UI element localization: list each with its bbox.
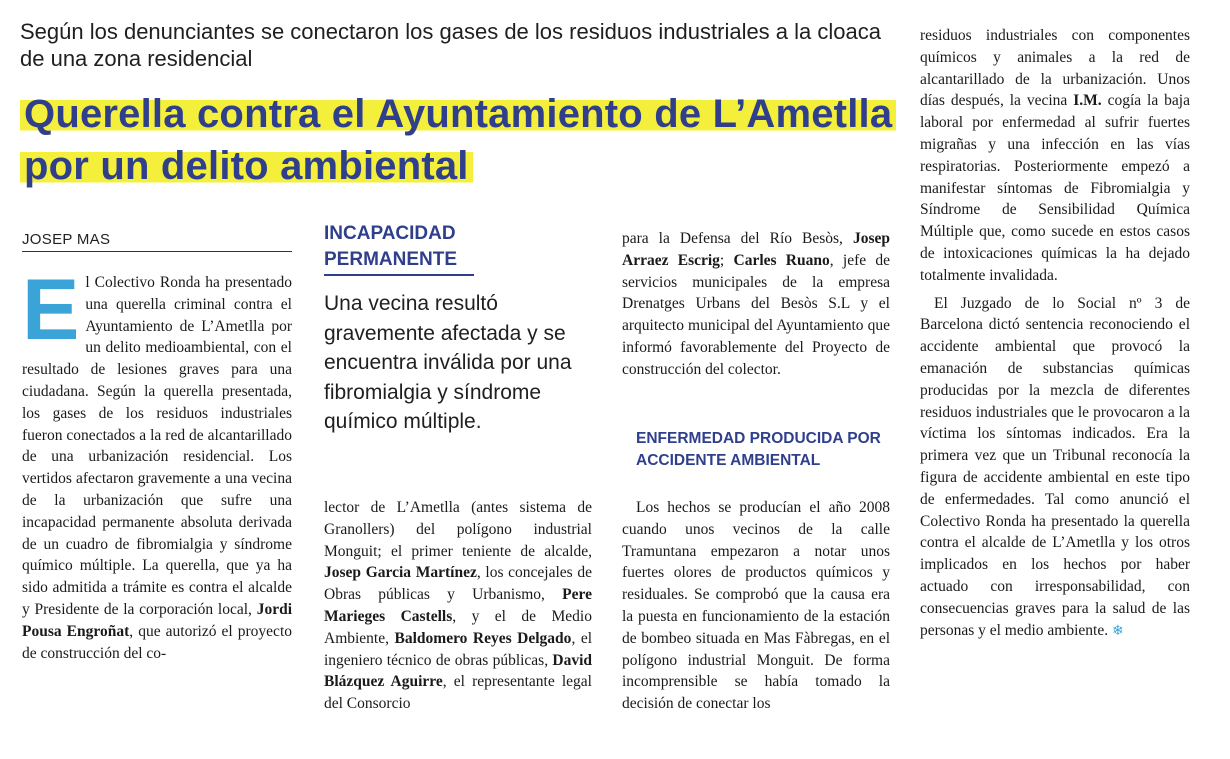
text-run: residuos industriales con componentes químicos y animales a la red de alcantarillado de la urbanización. Unos días después, la vecina — [920, 27, 1190, 110]
sub-heading: ENFERMEDAD PRODUCIDA POR ACCIDENTE AMBIENTAL — [636, 430, 881, 469]
person-name: Carles Ruano — [733, 251, 830, 269]
article-kicker: Según los denunciantes se conectaron los gases de los residuos industriales a la cloaca de una zona residencial — [20, 19, 881, 71]
text-run: , que autorizó el proyecto de construcción del co- — [22, 622, 292, 662]
text-run: , los concejales de Obras públicas y Urbanismo, — [324, 564, 593, 604]
side-heading — [324, 221, 474, 276]
article-headline — [20, 88, 900, 192]
column-3-paragraph-2: Los hechos se producían el año 2008 cuando unos vecinos de la calle Tramuntana empezaron a notar unos fuertes olores de productos químicos y residuales. Se comprobó que la causa era la puesta en funcionamiento de la estación de bombeo situada en Mas Fàbregas, en el polígono industrial Monguit. De forma incomprensible se había tomado la decisión de conectar los — [622, 499, 890, 713]
headline-text: Querella contra el Ayuntamiento de L’Ametlla por un delito ambiental — [20, 92, 896, 188]
column-3-lower — [622, 497, 890, 715]
pull-quote: Una vecina resultó gravemente afectada y se encuentra inválida por una fibromialgia y síndrome químico múltiple. — [324, 292, 572, 433]
column-1 — [22, 262, 292, 664]
byline: JOSEP MAS — [22, 231, 292, 252]
text-run: , jefe de servicios municipales de la empresa Drenatges Urbans del Besòs S.L y el arquitecto municipal del Ayuntamiento que informó favorablemente del Proyecto de construcción del colector. — [622, 251, 891, 378]
person-name: Josep Garcia Martínez — [324, 564, 477, 582]
person-name: Jordi Pousa Engroñat — [22, 600, 292, 640]
text-run: ; — [719, 251, 734, 269]
text-run: lector de L’Ametlla (antes sistema de Granollers) del polígono industrial Monguit; el primer teniente de alcalde, — [324, 499, 592, 560]
column-4-paragraph-1 — [920, 25, 1190, 287]
column-4 — [920, 25, 1190, 642]
person-name: David Blázquez Aguirre — [324, 651, 592, 691]
text-run: l Colectivo Ronda ha presentado una querella criminal contra el Ayuntamiento de L’Ametlla por un delito medioambiental, con el resultado de lesiones graves para una ciudadana. Según la querella presentada, los gases de los residuos industriales fueron conectados a la red de alcantarillado de una urbanización residencial. Los vertidos afectaron gravemente a una vecina de la urbanización que sufre una incapacidad permanente absoluta derivada de un cuadro de fibromialgia y síndrome químico múltiple. La querella, que ya ha sido admitida a trámite es contra el alcalde y Presidente de la corporación local, — [22, 274, 292, 618]
text-run: El Juzgado de lo Social nº 3 de Barcelona dictó sentencia reconociendo el accidente ambiental que provocó la emanación de substancias químicas producidas por la mezcla de diferentes residuos industriales que le provocaron a la víctima los síntomas indicados. Era la primera vez que un Tribunal reconocía la figura de accidente ambiental en este tipo de enfermedades. Tal como anunció el Colectivo Ronda ha presentado la querella contra el alcalde de L’Ametlla y los otros implicados en los hechos por haber actuado con irresponsabilidad, con consecuencias graves para la salud de las personas y el medio ambiente. — [920, 294, 1190, 639]
person-name: Baldomero Reyes Delgado — [394, 629, 572, 647]
column-2 — [324, 497, 592, 715]
person-name: I.M. — [1073, 92, 1102, 110]
side-heading-text: INCAPACIDAD PERMANENTE — [324, 221, 474, 276]
drop-cap: E — [22, 262, 80, 358]
text-run: cogía la baja laboral por enfermedad al sufrir fuertes migrañas y una infección en las vías respiratorias. Posteriormente empezó a manifestar síntomas de Fibromialgia y Síndrome de Sensibilidad Química Múltiple que, como sucede en estos casos de intoxicaciones químicas la ha dejado totalmente invalidada. — [920, 92, 1190, 284]
text-run: , y el de Medio Ambiente, — [324, 607, 592, 647]
text-run: , el representante legal del Consorcio — [324, 673, 592, 713]
person-name: Josep Arraez Escrig — [622, 230, 890, 269]
person-name: Pere Marieges Castells — [324, 586, 592, 625]
text-run: para la Defensa del Río Besòs, — [622, 230, 853, 247]
text-run: , el ingeniero técnico de obras públicas, — [324, 629, 593, 669]
column-3 — [622, 228, 890, 381]
end-mark-icon: ❄ — [1111, 622, 1124, 639]
column-3-paragraph-1 — [622, 228, 890, 381]
column-4-paragraph-2 — [920, 293, 1190, 643]
column-1-paragraph — [22, 262, 292, 664]
column-2-paragraph — [324, 497, 592, 715]
